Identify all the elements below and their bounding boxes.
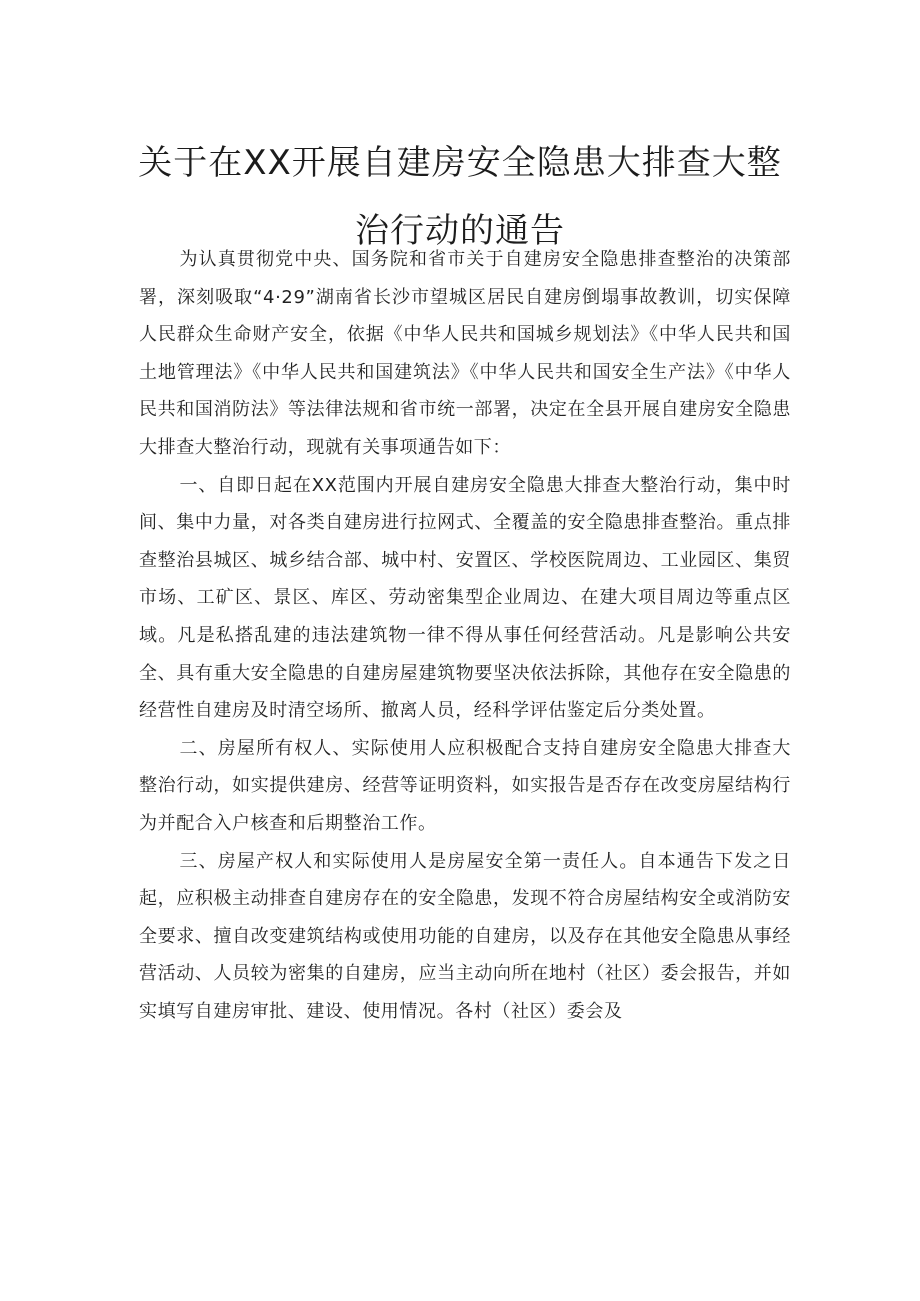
document-body (139, 241, 791, 1030)
paragraph-item-2: 二、房屋所有权人、实际使用人应积极配合支持自建房安全隐患大排查大整治行动，如实提供建房、经营等证明资料，如实报告是否存在改变房屋结构行为并配合入户核查和后期整治工作。 (139, 737, 791, 834)
document-title-line-1: 关于在XX开展自建房安全隐患大排查大整 (138, 142, 782, 183)
document-title-line-2: 治行动的通告 (355, 210, 565, 251)
paragraph-intro: 为认真贯彻党中央、国务院和省市关于自建房安全隐患排查整治的决策部署，深刻吸取“4·29”湖南省长沙市望城区居民自建房倒塌事故教训，切实保障人民群众生命财产安全，依据《中华人民共和国城乡规划法》《中华人民共和国土地管理法》《中华人民共和国建筑法》《中华人民共和国安全生产法》《中华人民共和国消防法》等法律法规和省市统一部署，决定在全县开展自建房安全隐患大排查大整治行动，现就有关事项通告如下： (139, 249, 791, 458)
paragraph-item-1: 一、自即日起在XX范围内开展自建房安全隐患大排查大整治行动，集中时间、集中力量，对各类自建房进行拉网式、全覆盖的安全隐患排查整治。重点排查整治县城区、城乡结合部、城中村、安置区、学校医院周边、工业园区、集贸市场、工矿区、景区、库区、劳动密集型企业周边、在建大项目周边等重点区域。凡是私搭乱建的违法建筑物一律不得从事任何经营活动。凡是影响公共安全、具有重大安全隐患的自建房屋建筑物要坚决依法拆除，其他存在安全隐患的经营性自建房及时清空场所、撤离人员，经科学评估鉴定后分类处置。 (139, 474, 791, 722)
paragraph-item-3: 三、房屋产权人和实际使用人是房屋安全第一责任人。自本通告下发之日起，应积极主动排查自建房存在的安全隐患，发现不符合房屋结构安全或消防安全要求、擅自改变建筑结构或使用功能的自建房，以及存在其他安全隐患从事经营活动、人员较为密集的自建房，应当主动向所在地村（社区）委会报告，并如实填写自建房审批、建设、使用情况。各村（社区）委会及 (139, 850, 791, 1022)
